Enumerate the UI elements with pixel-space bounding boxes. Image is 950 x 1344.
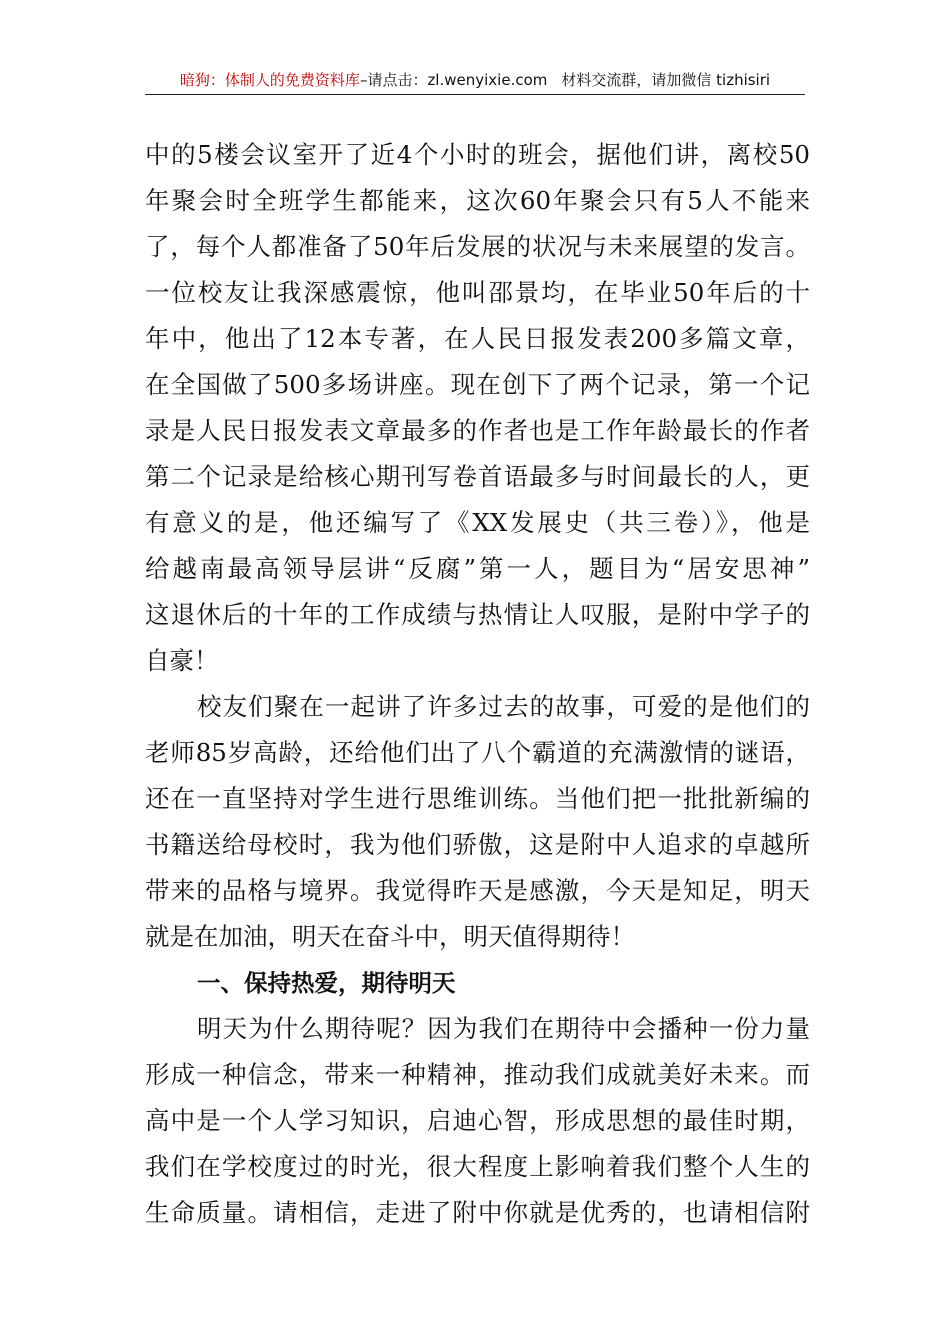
header-link-text[interactable]: –请点击：zl.wenyixie.com [359,71,548,89]
text-line: 高中是一个人学习知识，启迪心智，形成思想的最佳时期， [145,1106,810,1135]
text-line: 还在一直坚持对学生进行思维训练。当他们把一批批新编的 [145,784,810,813]
header-site-name: 暗狗：体制人的免费资料库 [179,71,360,89]
document-body [145,132,810,1236]
text-line: 自豪！ [145,646,219,675]
text-line: 带来的品格与境界。我觉得昨天是感激，今天是知足，明天 [145,876,810,905]
page-header [145,68,805,95]
text-line: 有意义的是，他还编写了《XX发展史（共三卷）》，他是 [145,508,810,537]
text-line: 形成一种信念，带来一种精神，推动我们成就美好未来。而 [145,1060,810,1089]
text-line: 老师85岁高龄，还给他们出了八个霸道的充满激情的谜语， [145,738,810,767]
text-line: 录是人民日报发表文章最多的作者也是工作年龄最长的作者 [145,416,810,445]
text-line: 我们在学校度过的时光，很大程度上影响着我们整个人生的 [145,1152,810,1181]
text-line: 给越南最高领导层讲“反腐”第一人，题目为“居安思神” [145,554,810,583]
paragraph-first-line: 校友们聚在一起讲了许多过去的故事，可爱的是他们的 [197,692,810,721]
text-line: 中的5楼会议室开了近4个小时的班会，据他们讲，离校50 [145,140,810,169]
text-line: 就是在加油，明天在奋斗中，明天值得期待！ [145,922,635,951]
header-wechat-note: 材料交流群，请加微信 tizhisiri [561,71,771,89]
text-line: 在全国做了500多场讲座。现在创下了两个记录，第一个记 [145,370,810,399]
text-line: 生命质量。请相信，走进了附中你就是优秀的，也请相信附 [145,1198,810,1227]
text-line: 书籍送给母校时，我为他们骄傲，这是附中人追求的卓越所 [145,830,810,859]
text-line: 一位校友让我深感震惊，他叫邵景均，在毕业50年后的十 [145,278,810,307]
text-line: 第二个记录是给核心期刊写卷首语最多与时间最长的人，更 [145,462,810,491]
paragraph-first-line: 明天为什么期待呢？因为我们在期待中会播种一份力量 [197,1014,810,1043]
text-line: 年中，他出了12本专著，在人民日报发表200多篇文章， [145,324,810,353]
text-line: 了，每个人都准备了50年后发展的状况与未来展望的发言。 [145,232,810,261]
text-line: 年聚会时全班学生都能来，这次60年聚会只有5人不能来 [145,186,810,215]
text-line: 这退休后的十年的工作成绩与热情让人叹服，是附中学子的 [145,600,810,629]
section-heading: 一、保持热爱，期待明天 [197,969,456,997]
